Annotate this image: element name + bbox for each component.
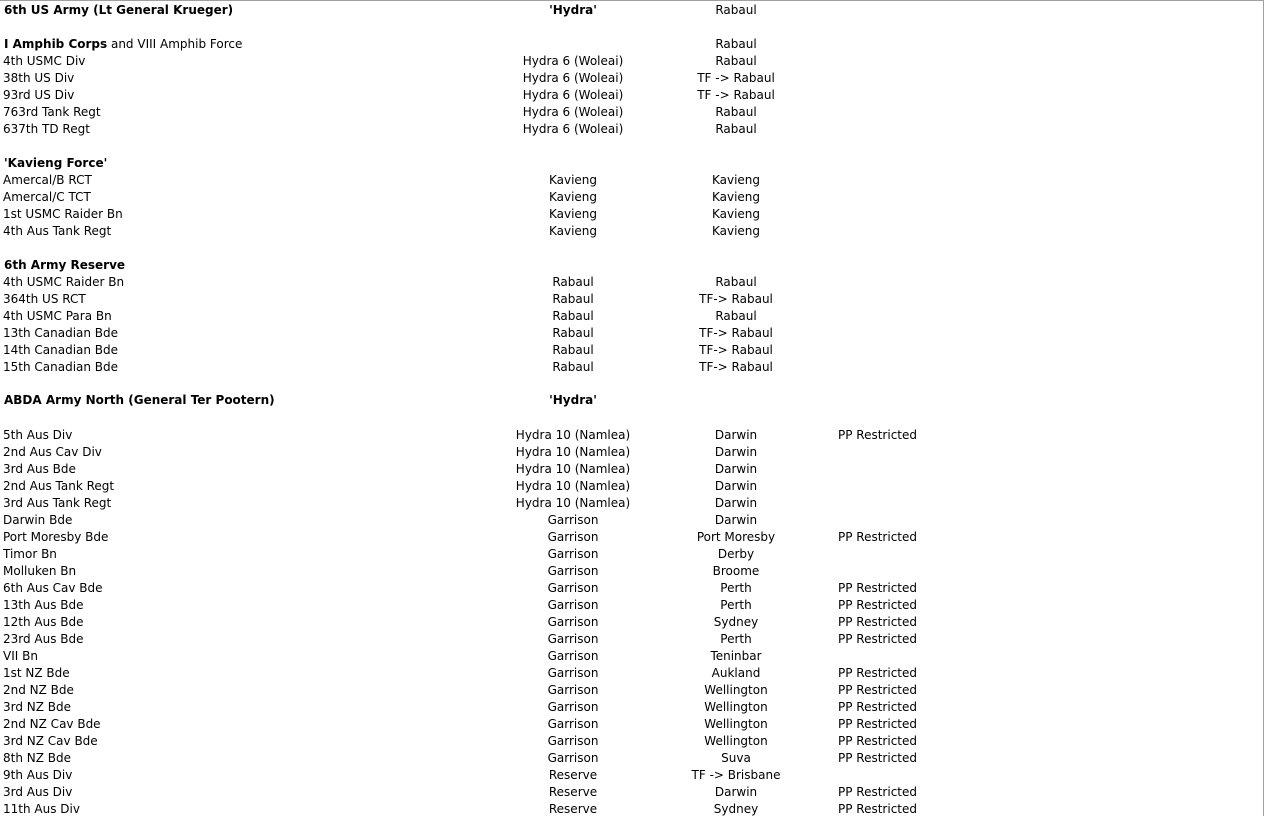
table-row [0,512,1264,529]
destination-cell: Wellington [704,717,768,731]
operation-cell: Garrison [547,513,599,527]
operation-cell: Rabaul [552,309,594,323]
table-row [0,631,1264,648]
unit-cell: 15th Canadian Bde [3,360,119,374]
table-row [0,699,1264,716]
operation-cell: Kavieng [548,190,598,204]
destination-cell: TF -> Rabaul [697,71,775,85]
unit-cell: Port Moresby Bde [3,530,109,544]
subsection-title-bold: I Amphib Corps [4,37,108,51]
table-row [0,665,1264,682]
operation-cell: Rabaul [552,343,594,357]
operation-cell: Hydra 10 (Namlea) [515,479,631,493]
destination-cell: Derby [717,547,755,561]
unit-cell: 13th Canadian Bde [3,326,119,340]
operation-cell: 'Hydra' [549,3,597,17]
destination-cell: Kavieng [711,207,761,221]
note-cell: PP Restricted [838,598,917,612]
operation-cell: Garrison [547,717,599,731]
unit-cell: Darwin Bde [3,513,73,527]
table-row [0,580,1264,597]
table-row [0,274,1264,291]
table-row [0,70,1264,87]
table-row [0,495,1264,512]
destination-cell: Darwin [714,428,758,442]
destination-cell: Wellington [704,700,768,714]
note-cell: PP Restricted [838,802,917,816]
table-row [0,478,1264,495]
unit-cell: Timor Bn [3,547,57,561]
destination-cell: Darwin [714,785,758,799]
destination-cell: Perth [720,598,752,612]
destination-cell: Wellington [704,683,768,697]
note-cell: PP Restricted [838,700,917,714]
destination-cell: TF-> Rabaul [699,360,773,374]
unit-cell: 4th USMC Raider Bn [3,275,125,289]
table-row [0,206,1264,223]
section-title: ABDA Army North (General Ter Pootern) [4,393,275,407]
operation-cell: Garrison [547,751,599,765]
destination-cell: Port Moresby [696,530,776,544]
destination-cell: Darwin [714,445,758,459]
table-row [0,342,1264,359]
operation-cell: Kavieng [548,207,598,221]
operation-cell: Hydra 6 (Woleai) [522,122,624,136]
table-row [0,784,1264,801]
unit-cell: 3rd Aus Tank Regt [3,496,112,510]
destination-cell: Teninbar [710,649,762,663]
table-row [0,359,1264,376]
operation-cell: Hydra 10 (Namlea) [515,462,631,476]
table-row [0,444,1264,461]
destination-cell: Broome [712,564,760,578]
operation-cell: Garrison [547,547,599,561]
unit-cell: 2nd Aus Tank Regt [3,479,115,493]
operation-cell: Garrison [547,530,599,544]
operation-cell: Rabaul [552,292,594,306]
section-header-row [0,392,1264,409]
destination-cell: Kavieng [711,224,761,238]
table-row [0,53,1264,70]
unit-cell: 2nd Aus Cav Div [3,445,102,459]
unit-cell: 12th Aus Bde [3,615,84,629]
table-row [0,648,1264,665]
destination-cell: Aukland [711,666,761,680]
operation-cell: Hydra 10 (Namlea) [515,445,631,459]
table-row [0,325,1264,342]
note-cell: PP Restricted [838,717,917,731]
operation-cell: Reserve [548,768,598,782]
destination-cell: Suva [721,751,751,765]
unit-cell: 364th US RCT [3,292,86,306]
unit-cell: 8th NZ Bde [3,751,72,765]
unit-cell: 637th TD Regt [3,122,90,136]
subsection-header-row [0,36,1264,53]
unit-cell: 13th Aus Bde [3,598,84,612]
unit-cell: 5th Aus Div [3,428,73,442]
unit-cell: 1st USMC Raider Bn [3,207,123,221]
destination-cell: TF -> Brisbane [691,768,781,782]
unit-cell: Amercal/B RCT [3,173,92,187]
operation-cell: Hydra 6 (Woleai) [522,105,624,119]
operation-cell: Garrison [547,564,599,578]
operation-cell: Garrison [547,734,599,748]
operation-cell: Garrison [547,598,599,612]
operation-cell: Garrison [547,581,599,595]
table-row [0,529,1264,546]
unit-cell: 2nd NZ Cav Bde [3,717,101,731]
table-row [0,189,1264,206]
destination-cell: Rabaul [715,105,757,119]
destination-cell: Darwin [714,496,758,510]
operation-cell: Hydra 10 (Namlea) [515,496,631,510]
note-cell: PP Restricted [838,734,917,748]
destination-cell: Darwin [714,513,758,527]
unit-cell: 4th USMC Div [3,54,86,68]
table-row [0,121,1264,138]
destination-cell: Rabaul [715,275,757,289]
table-row [0,682,1264,699]
destination-cell: TF-> Rabaul [699,343,773,357]
operation-cell: Garrison [547,683,599,697]
note-cell: PP Restricted [838,751,917,765]
subsection-header-row [0,155,1264,172]
destination-cell: Rabaul [715,3,757,17]
operation-cell: Hydra 6 (Woleai) [522,54,624,68]
destination-cell: Wellington [704,734,768,748]
subsection-header-row [0,257,1264,274]
unit-cell: 3rd NZ Cav Bde [3,734,98,748]
operation-cell: Hydra 6 (Woleai) [522,88,624,102]
table-row [0,563,1264,580]
unit-cell: 4th USMC Para Bn [3,309,112,323]
operation-cell: 'Hydra' [549,393,597,407]
operation-cell: Garrison [547,700,599,714]
table-row [0,767,1264,784]
unit-cell: Amercal/C TCT [3,190,91,204]
note-cell: PP Restricted [838,428,917,442]
unit-cell: 23rd Aus Bde [3,632,84,646]
note-cell: PP Restricted [838,785,917,799]
unit-cell: 11th Aus Div [3,802,80,816]
destination-cell: Rabaul [715,37,757,51]
unit-cell: 1st NZ Bde [3,666,70,680]
destination-cell: Kavieng [711,173,761,187]
destination-cell: Perth [720,581,752,595]
operation-cell: Garrison [547,649,599,663]
unit-cell: Molluken Bn [3,564,77,578]
table-row [0,104,1264,121]
table-row [0,172,1264,189]
destination-cell: Rabaul [715,122,757,136]
operation-cell: Hydra 10 (Namlea) [515,428,631,442]
table-row [0,750,1264,767]
destination-cell: Darwin [714,462,758,476]
operation-cell: Kavieng [548,173,598,187]
destination-cell: Darwin [714,479,758,493]
operation-cell: Rabaul [552,275,594,289]
destination-cell: TF-> Rabaul [699,326,773,340]
operation-cell: Reserve [548,802,598,816]
table-row [0,733,1264,750]
table-row [0,291,1264,308]
destination-cell: TF-> Rabaul [699,292,773,306]
subsection-title-rest: and VIII Amphib Force [107,37,243,51]
unit-cell: 93rd US Div [3,88,75,102]
note-cell: PP Restricted [838,615,917,629]
operation-cell: Rabaul [552,326,594,340]
operation-cell: Garrison [547,615,599,629]
table-row [0,597,1264,614]
operation-cell: Rabaul [552,360,594,374]
table-row [0,716,1264,733]
destination-cell: Rabaul [715,54,757,68]
note-cell: PP Restricted [838,530,917,544]
note-cell: PP Restricted [838,632,917,646]
table-row [0,308,1264,325]
unit-cell: 4th Aus Tank Regt [3,224,112,238]
section-header-row [0,2,1264,19]
operation-cell: Kavieng [548,224,598,238]
table-row [0,427,1264,444]
subsection-title [4,36,242,53]
operation-cell: Hydra 6 (Woleai) [522,71,624,85]
subsection-title: 'Kavieng Force' [4,156,108,170]
subsection-title: 6th Army Reserve [4,258,126,272]
table-row [0,461,1264,478]
operation-cell: Garrison [547,632,599,646]
table-row [0,614,1264,631]
note-cell: PP Restricted [838,666,917,680]
destination-cell: Perth [720,632,752,646]
destination-cell: Sydney [713,802,759,816]
unit-cell: 763rd Tank Regt [3,105,101,119]
unit-cell: 3rd Aus Bde [3,462,76,476]
destination-cell: TF -> Rabaul [697,88,775,102]
unit-cell: 6th Aus Cav Bde [3,581,103,595]
table-row [0,223,1264,240]
table-row [0,801,1264,816]
unit-cell: 14th Canadian Bde [3,343,119,357]
note-cell: PP Restricted [838,683,917,697]
unit-cell: 3rd Aus Div [3,785,73,799]
destination-cell: Kavieng [711,190,761,204]
destination-cell: Rabaul [715,309,757,323]
unit-cell: 3rd NZ Bde [3,700,72,714]
operation-cell: Garrison [547,666,599,680]
section-title: 6th US Army (Lt General Krueger) [4,3,234,17]
destination-cell: Sydney [713,615,759,629]
unit-cell: VII Bn [3,649,38,663]
table-row [0,87,1264,104]
unit-cell: 9th Aus Div [3,768,73,782]
unit-cell: 38th US Div [3,71,75,85]
note-cell: PP Restricted [838,581,917,595]
unit-cell: 2nd NZ Bde [3,683,74,697]
operation-cell: Reserve [548,785,598,799]
table-row [0,546,1264,563]
